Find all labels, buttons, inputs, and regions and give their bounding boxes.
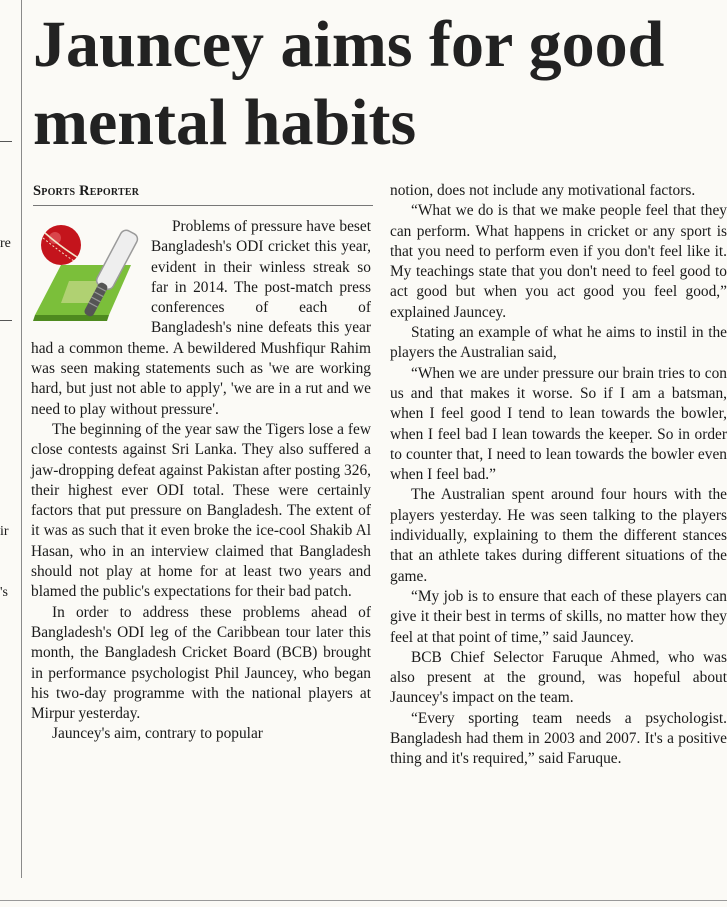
paragraph: “My job is to ensure that each of these players can give it their best in terms of skills, no matter how they feel at that point of time,” said Jauncey.: [390, 587, 727, 646]
article-column-1: [31, 217, 371, 745]
paragraph: notion, does not include any motivational factors.: [390, 182, 696, 199]
page-divider: [0, 900, 727, 901]
paragraph: “When we are under pressure our brain tries to con us and that makes it worse. So if I am a batsman, when I feel good I tend to lean towards the bowler, when I feel bad I lean towards the keeper. So in order to counter that, I need to lean towards the bowler even when I feel bad.”: [390, 364, 727, 484]
paragraph: BCB Chief Selector Faruque Ahmed, who was also present at the ground, was hopeful about Jauncey's impact on the team.: [390, 648, 727, 707]
cricket-ball-and-bat-icon: [31, 219, 143, 331]
text-fragment: re: [0, 236, 11, 251]
paragraph: “What we do is that we make people feel that they can perform. What happens in cricket or any sport is that you need to perform even if you don't feel like it. My teachings state that you don't need to feel good to act good but when you act good you feel good,” explained Jauncey.: [390, 202, 727, 321]
paragraph: “Every sporting team needs a psychologist. Bangladesh had them in 2003 and 2007. It's a positive thing and it's required,” said Faruque.: [390, 709, 727, 768]
paragraph: Stating an example of what he aims to instil in the players the Australian said,: [390, 324, 727, 362]
divider: [0, 320, 12, 321]
paragraph: Jauncey's aim, contrary to popular: [52, 725, 263, 743]
column-divider: [21, 0, 22, 878]
paragraph: Problems of pressure have beset Bangladesh's ODI cricket this year, evident in their winless streak so far in 2014. The post-match press conferences of each of Bangladesh's nine defeats this year had a common theme. A bewildered Mushfiqur Rahim was seen making statements such as 'we are working hard, but just not able to apply', 'we are in a rut and we need to play without pressure'.: [31, 218, 371, 418]
headline: [33, 6, 727, 162]
headline-line-1: Jauncey aims for good: [33, 8, 665, 81]
divider: [0, 141, 12, 142]
article-column-2: [390, 181, 727, 770]
text-fragment: ir: [0, 524, 9, 539]
text-fragment: 's: [0, 585, 8, 600]
paragraph: The Australian spent around four hours with the players yesterday. He was seen talking to the players individually, explaining to them the different stances that an athlete takes during different situations of the game.: [390, 486, 727, 585]
adjacent-column-fragment: [0, 0, 20, 900]
paragraph: In order to address these problems ahead of Bangladesh's ODI leg of the Caribbean tour later this month, the Bangladesh Cricket Board (BCB) brought in performance psychologist Phil Jauncey, who began his two-day programme with the national players at Mirpur yesterday.: [31, 603, 371, 723]
paragraph: The beginning of the year saw the Tigers lose a few close contests against Sri Lanka. They also suffered a jaw-dropping defeat against Pakistan after posting 326, their highest ever ODI total. These were certainly factors that put pressure on Bangladesh. The extent of it was as such that it even broke the ice-cool Shakib Al Hasan, who in an interview claimed that Bangladesh should not play at home for at least two years and blamed the public's expectations for their bad patch.: [31, 420, 371, 601]
headline-line-2: mental habits: [33, 86, 417, 159]
byline: Sports Reporter: [33, 183, 373, 206]
